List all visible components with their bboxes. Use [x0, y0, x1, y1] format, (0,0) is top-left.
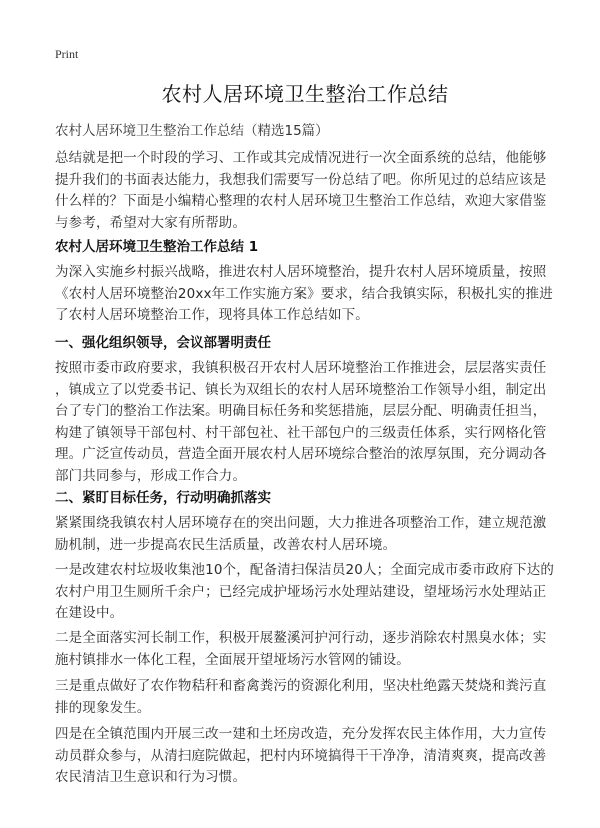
text-line: 构建了镇领导干部包村、村干部包社、社干部包户的三级责任体系，实行网格化管 [55, 424, 547, 441]
intro-paragraph [55, 148, 555, 234]
text-line: 一是改建农村垃圾收集池10个，配备清扫保洁员20人；全面完成市委市政府下达的 [55, 562, 555, 578]
document-title: 农村人居环境卫生整治工作总结 [161, 82, 449, 106]
text-line: 总结就是把一个时段的学习、工作或其完成情况进行一次全面系统的总结，他能够 [55, 150, 547, 166]
text-line: 部门共同参与，形成工作合力。 [55, 467, 247, 484]
text-line: 台了专门的整治工作法案。明确目标任务和奖惩措施，层层分配、明确责任担当， [55, 403, 547, 419]
section-heading: 农村人居环境卫生整治工作总结 1 [55, 239, 259, 255]
text-line: 提升我们的书面表达能力，我想我们需要写一份总结了吧。你所见过的总结应该是 [55, 171, 547, 188]
text-line: 二是全面落实河长制工作，积极开展鳌溪河护河行动，逐步消除农村黑臭水体；实 [55, 630, 547, 646]
text-line: 在建设中。 [55, 605, 124, 621]
document-subtitle: 农村人居环境卫生整治工作总结（精选15篇） [55, 123, 329, 139]
section1-paragraph [55, 262, 555, 327]
text-line: 与参考，希望对大家有所帮助。 [55, 214, 247, 231]
text-line: 三是重点做好了农作物秸秆和畜禽粪污的资源化利用，坚决杜绝露天焚烧和粪污直 [55, 678, 547, 694]
item-four-paragraph [55, 724, 555, 789]
item-one-paragraph [55, 560, 555, 625]
text-line: 励机制，进一步提高农民生活质量，改善农村人居环境。 [55, 536, 397, 553]
subsection-heading-2: 二、紧盯目标任务，行动明确抓落实 [55, 490, 271, 506]
item-three-paragraph [55, 676, 555, 719]
text-line: 农民清洁卫生意识和行为习惯。 [55, 769, 247, 785]
text-line: 按照市委市政府要求，我镇积极召开农村人居环境整治工作推进会，层层落实责任 [55, 360, 547, 376]
text-line: 什么样的？下面是小编精心整理的农村人居环境卫生整治工作总结，欢迎大家借鉴 [55, 193, 547, 209]
text-line: 农村户用卫生厕所千余户；已经完成护垭场污水处理站建设，望垭场污水处理站正 [55, 583, 547, 600]
text-line: 施村镇排水一体化工程，全面展开望垭场污水管网的铺设。 [55, 651, 410, 668]
text-line: ，镇成立了以党委书记、镇长为双组长的农村人居环境整治工作领导小组，制定出 [55, 381, 547, 398]
text-line: 排的现象发生。 [55, 699, 151, 716]
text-line: 理。广泛宣传动员，营造全面开展农村人居环境综合整治的浓厚氛围，充分调动各 [55, 446, 547, 462]
text-line: 动员群众参与，从清扫庭院做起，把村内环境搞得干干净净，清清爽爽，提高改善 [55, 747, 547, 764]
text-line: 《农村人居环境整治20xx年工作实施方案》要求，结合我镇实际，积极扎实的推进 [55, 285, 553, 302]
subsection2-intro [55, 513, 555, 556]
text-line: 了农村人居环境整治工作，现将具体工作总结如下。 [55, 307, 369, 323]
subsection-heading-1: 一、强化组织领导，会议部署明责任 [55, 335, 271, 351]
text-line: 为深入实施乡村振兴战略，推进农村人居环境整治，提升农村人居环境质量，按照 [55, 264, 547, 280]
item-two-paragraph [55, 628, 555, 671]
text-line: 四是在全镇范围内开展三改一建和土坯房改造，充分发挥农民主体作用，大力宣传 [55, 726, 547, 742]
subsection1-paragraph [55, 358, 555, 487]
text-line: 紧紧围绕我镇农村人居环境存在的突出问题，大力推进各项整治工作，建立规范激 [55, 515, 547, 531]
print-label[interactable]: Print [55, 47, 79, 61]
